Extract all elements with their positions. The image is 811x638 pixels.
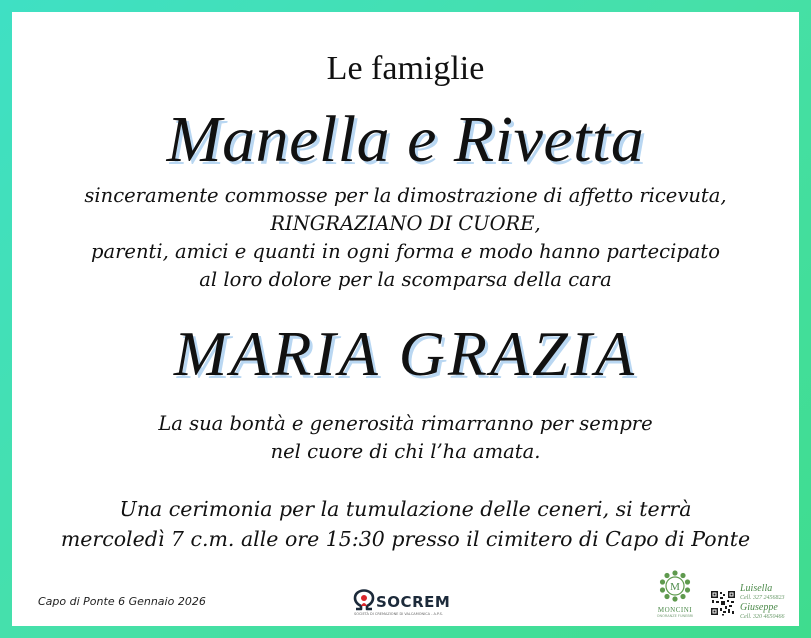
remembrance-line-2: nel cuore di chi l’ha amata. [270,440,541,463]
contact-name-1: Luisella [740,583,773,594]
contact-name-2: Giuseppe [740,602,778,613]
contact-phone-2: Cell. 320 4650466 [740,614,785,620]
thanks-paragraph [12,182,799,294]
moncini-logo [652,570,785,630]
thanks-line-2: RINGRAZIANO DI CUORE, [270,212,541,235]
socrem-tagline: SOCIETÀ DI CREMAZIONE DI VALCAMONICA - A.P.S. [354,612,443,616]
socrem-logo [352,587,472,625]
qr-code-icon [710,590,736,616]
notice-card [12,12,799,626]
intro-line: Le famiglie [326,50,485,87]
deceased-name: MARIA GRAZIA [173,318,638,389]
wreath-icon [652,570,698,606]
moncini-subtitle: ONORANZE FUNEBRI [656,614,694,618]
family-names: Manella e Rivetta [166,103,645,176]
thanks-line-3: parenti, amici e quanti in ogni forma e modo hanno partecipato [90,240,721,263]
place-date: Capo di Ponte 6 Gennaio 2026 [38,595,206,608]
remembrance-line-1: La sua bontà e generosità rimarranno per sempre [158,412,653,435]
ceremony-paragraph [12,494,799,554]
svg-text:M: M [670,581,680,593]
thanks-line-4: al loro dolore per la scomparsa della cara [199,268,612,291]
thanks-line-1: sinceramente commosse per la dimostrazione di affetto ricevuta, [84,184,727,207]
ceremony-line-1: Una cerimonia per la tumulazione delle ceneri, si terrà [119,497,692,521]
moncini-name: MONCINI [657,606,693,614]
socrem-name: SOCREM [376,593,451,611]
remembrance-paragraph [12,410,799,466]
contact-phone-1: Cell. 327 2456823 [740,595,785,601]
ceremony-line-2: mercoledì 7 c.m. alle ore 15:30 presso il cimitero di Capo di Ponte [60,527,751,551]
